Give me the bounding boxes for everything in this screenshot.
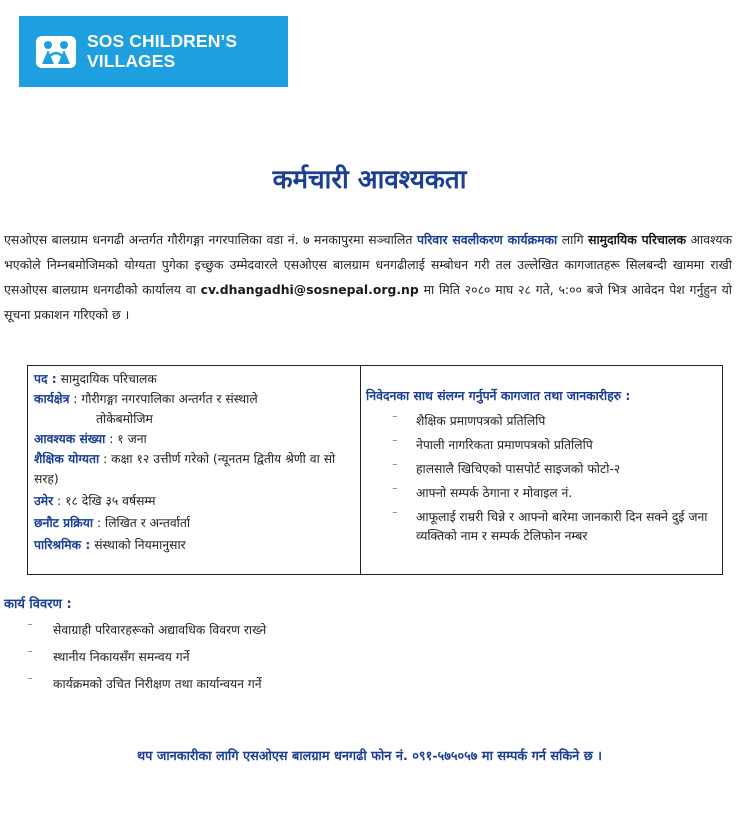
duties-list [27,620,266,701]
list-item: ⁻ कार्यक्रमको उचित निरीक्षण तथा कार्यान्वयन गर्ने [27,674,262,691]
page-title: कर्मचारी आवश्यकता [272,165,467,195]
list-item: ⁻ नेपाली नागरिकता प्रमाणपत्रको प्रतिलिपि [392,436,593,452]
sos-children-logo-icon [36,36,76,68]
contact-footer: थप जानकारीका लागि एसओएस बालग्राम धनगढी फोन नं. ०९१-५७५०५७ मा सम्पर्क गर्न सकिने छ । [136,749,603,764]
selection-row: छनौट प्रक्रिया : लिखित र अन्तर्वार्ता [34,516,191,530]
education-row: शैक्षिक योग्यता : कक्षा १२ उत्तीर्ण गरेको (न्यूनतम द्वितीय श्रेणी वा सो सरह) [34,452,336,486]
list-item: ⁻ सेवाग्राही परिवारहरूको अद्यावधिक विवरण राख्ने [27,620,267,637]
list-item: ⁻ हालसालै खिचिएको पासपोर्ट साइजको फोटो-२ [392,460,621,476]
details-table [27,365,723,575]
program-name: परिवार सवलीकरण कार्यक्रमका [416,232,558,247]
logo-text [87,31,237,71]
duties-heading: कार्य विवरण : [4,597,72,612]
salary-row: पारिश्रमिक : संस्थाको नियमानुसार [34,538,186,552]
count-row: आवश्यक संख्या : १ जना [34,432,147,446]
documents-heading: निवेदनका साथ संलग्न गर्नुपर्ने कागजात तथा जानकारीहरु : [366,388,631,403]
email-link[interactable]: cv.dhangadhi@sosnepal.org.np [200,282,419,297]
age-row: उमेर : १८ देखि ३५ वर्षसम्म [34,494,156,508]
logo-line-1: SOS CHILDREN’S [87,31,238,51]
list-item: ⁻ स्थानीय निकायसँग समन्वय गर्ने [27,647,190,664]
intro-paragraph: एसओएस बालग्राम धनगढी अन्तर्गत गौरीगङ्गा नगरपालिका वडा नं. ७ मनकापुरमा सञ्चालित परिवार सवलीकरण कार्यक्रमका लागि सामुदायिक परिचालक आवश्यक भएकोले निम्नबमोजिमको योग्यता पुगेका इच्छुक उम्मेदवारले एसओएस बालग्राम धनगढीलाई सम्बोधन गरी तल उल्लेखित कागजातहरू सिलबन्दी खाममा राखी एसओएस बालग्राम धनगढीको कार्यालय वा cv.dhangadhi@sosnepal.org.np मा मिति २०८० माघ २८ गते, ५:०० बजे भित्र आवेदन पेश गर्नुहुन यो सूचना प्रकाशन गरिएको छ । [4,232,733,322]
documents-list [366,412,722,546]
area-row-cont: तोकेबमोजिम [96,412,153,426]
list-item: ⁻ शैक्षिक प्रमाणपत्रको प्रतिलिपि [392,412,546,428]
job-details [28,366,361,574]
position-name: सामुदायिक परिचालक [588,232,686,247]
sos-logo [19,16,288,87]
list-item: ⁻ आफूलाई राम्ररी चिन्ने र आफ्नो बारेमा जानकारी दिन सक्ने दुई जना व्यक्तिको नाम र सम्पर्क टेलिफोन नम्बर [392,508,708,543]
list-item: ⁻ आफ्नो सम्पर्क ठेगाना र मोवाइल नं. [392,484,573,500]
area-row: कार्यक्षेत्र : गौरीगङ्गा नगरपालिका अन्तर्गत र संस्थाले [34,392,258,406]
post-row: पद : सामुदायिक परिचालक [34,372,157,386]
logo-line-2: VILLAGES [87,51,176,71]
required-documents [361,366,722,574]
